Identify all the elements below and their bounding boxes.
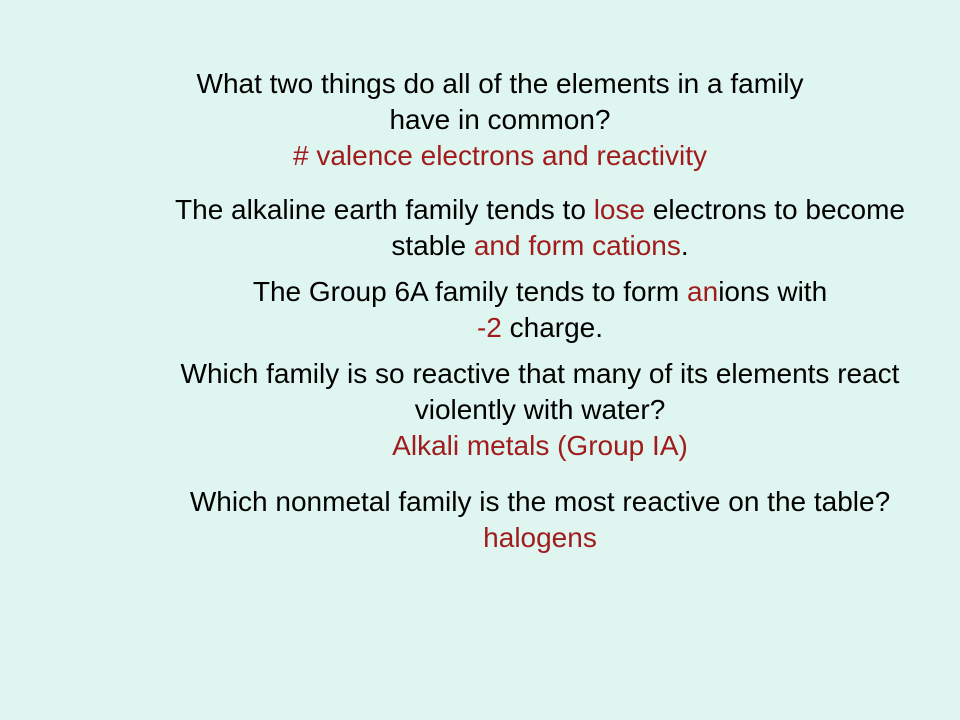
statement-text: electrons to become stable bbox=[391, 194, 905, 261]
statement-text: . bbox=[680, 230, 689, 261]
question-reactive-nonmetal bbox=[160, 484, 920, 556]
answer-alkali-metals: Alkali metals (Group IA) bbox=[392, 430, 688, 461]
highlight-an: an bbox=[687, 276, 719, 307]
answer-valence-reactivity: # valence electrons and reactivity bbox=[293, 140, 707, 171]
question-text-line2: have in common? bbox=[389, 104, 611, 135]
answer-halogens: halogens bbox=[483, 522, 597, 553]
question-family-common bbox=[100, 66, 900, 174]
statement-text: charge. bbox=[501, 312, 604, 343]
statement-text: ions with bbox=[718, 276, 828, 307]
highlight-minus-2: -2 bbox=[476, 312, 502, 343]
question-text-line1: What two things do all of the elements in a family bbox=[196, 68, 804, 99]
highlight-lose: lose bbox=[593, 194, 646, 225]
statement-group-6a bbox=[160, 274, 920, 346]
statement-alkaline-earth bbox=[160, 192, 920, 264]
question-text: Which family is so reactive that many of its elements react violently with water? bbox=[180, 358, 900, 425]
statement-text: The alkaline earth family tends to bbox=[175, 194, 594, 225]
statement-text: The Group 6A family tends to form bbox=[252, 276, 688, 307]
question-reactive-with-water bbox=[160, 356, 920, 464]
question-text: Which nonmetal family is the most reactive on the table? bbox=[189, 486, 891, 517]
highlight-form-cations: and form cations bbox=[473, 230, 681, 261]
